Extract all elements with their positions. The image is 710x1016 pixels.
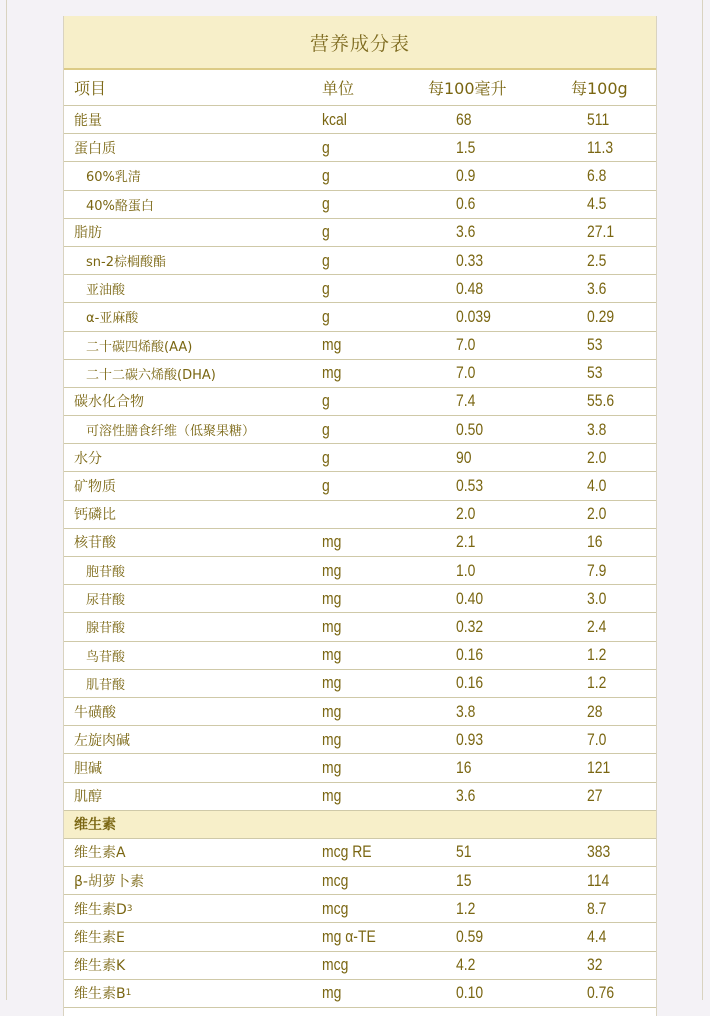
table-row xyxy=(64,501,656,529)
table-row xyxy=(64,642,656,670)
row-name xyxy=(74,952,125,979)
row-per100g: 4.0 xyxy=(587,476,607,496)
row-unit: mg xyxy=(322,786,342,806)
row-per100ml: 0.16 xyxy=(456,673,484,693)
row-name-text: 可溶性膳食纤维（低聚果糖） xyxy=(86,424,256,440)
row-per100g: 383 xyxy=(587,842,611,862)
row-name xyxy=(74,783,102,810)
row-unit: g xyxy=(322,306,330,326)
row-name xyxy=(86,416,255,443)
row-name-text: 胆碱 xyxy=(74,760,102,777)
page-border-right xyxy=(702,0,703,1000)
row-per100g: 7.0 xyxy=(587,729,607,749)
row-unit: mg xyxy=(322,532,342,552)
row-per100g: 121 xyxy=(587,757,611,777)
row-name xyxy=(86,360,216,387)
row-unit: g xyxy=(322,391,330,411)
row-per100ml: 68 xyxy=(456,109,472,129)
row-per100g: 3.0 xyxy=(587,588,607,608)
row-name xyxy=(86,162,141,189)
table-row xyxy=(64,952,656,980)
row-name-text: 左旋肉碱 xyxy=(74,732,130,749)
row-name-text: 胞苷酸 xyxy=(86,565,126,581)
row-name xyxy=(74,388,144,415)
row-per100ml: 7.0 xyxy=(456,335,476,355)
row-unit: mg xyxy=(322,363,342,383)
row-unit: mg xyxy=(322,645,342,665)
row-unit: mg xyxy=(322,335,342,355)
row-per100g: 4.4 xyxy=(587,927,607,947)
row-name-text: 水分 xyxy=(74,450,102,467)
row-per100ml: 0.40 xyxy=(456,588,484,608)
row-name xyxy=(74,867,144,894)
row-name-text: 二十碳四烯酸(AA) xyxy=(86,339,193,355)
row-per100ml: 0.10 xyxy=(456,983,484,1003)
row-name xyxy=(86,585,125,612)
row-per100ml: 0.16 xyxy=(456,645,484,665)
table-row xyxy=(64,980,656,1008)
table-row xyxy=(64,444,656,472)
row-name-text: 维生素D xyxy=(74,901,127,918)
row-per100ml: 0.50 xyxy=(456,419,484,439)
table-row xyxy=(64,923,656,951)
row-unit: mg xyxy=(322,616,342,636)
table-row xyxy=(64,219,656,247)
row-unit: g xyxy=(322,476,330,496)
row-name xyxy=(86,332,192,359)
table-row xyxy=(64,247,656,275)
table-row xyxy=(64,275,656,303)
row-per100g: 53 xyxy=(587,335,603,355)
row-name-text: 肌苷酸 xyxy=(86,677,126,693)
row-name-text: 鸟苷酸 xyxy=(86,649,126,665)
row-name xyxy=(74,754,102,781)
vitamin-rows xyxy=(64,839,656,1008)
row-unit: mg α-TE xyxy=(322,927,376,947)
table-row xyxy=(64,867,656,895)
row-per100g: 1.2 xyxy=(587,673,607,693)
header-unit: 单位 xyxy=(322,79,355,98)
row-per100ml: 1.0 xyxy=(456,560,476,580)
row-per100g: 55.6 xyxy=(587,391,615,411)
table-row xyxy=(64,416,656,444)
row-name xyxy=(74,726,130,753)
row-name-text: 核苷酸 xyxy=(74,535,116,552)
row-name-text: 维生素A xyxy=(74,845,126,862)
row-name-text: 蛋白质 xyxy=(74,140,116,157)
table-row xyxy=(64,726,656,754)
row-name xyxy=(86,670,125,697)
row-name xyxy=(74,444,102,471)
row-name-text: 矿物质 xyxy=(74,479,116,496)
row-name-subscript: 3 xyxy=(126,903,133,914)
row-per100ml: 0.53 xyxy=(456,476,484,496)
row-name xyxy=(74,980,131,1007)
row-name-text: 维生素B xyxy=(74,986,126,1003)
table-row xyxy=(64,754,656,782)
row-unit: mg xyxy=(322,560,342,580)
row-name xyxy=(86,557,125,584)
row-name-text: 钙磷比 xyxy=(74,507,116,524)
table-row xyxy=(64,360,656,388)
row-per100ml: 16 xyxy=(456,757,472,777)
row-per100ml: 4.2 xyxy=(456,955,476,975)
row-unit: mg xyxy=(322,588,342,608)
table-row xyxy=(64,585,656,613)
row-name-text: α-亚麻酸 xyxy=(86,311,139,327)
nutrient-rows xyxy=(64,106,656,811)
row-name xyxy=(74,698,116,725)
table-row xyxy=(64,472,656,500)
row-per100g: 7.9 xyxy=(587,560,607,580)
table-row xyxy=(64,557,656,585)
section-label: 维生素 xyxy=(74,817,116,834)
row-name xyxy=(86,247,166,274)
row-per100g: 16 xyxy=(587,532,603,552)
row-name xyxy=(74,134,116,161)
nutrition-table xyxy=(63,16,657,1016)
row-per100g: 0.76 xyxy=(587,983,615,1003)
table-row xyxy=(64,162,656,190)
row-per100ml: 2.0 xyxy=(456,504,476,524)
row-per100ml: 0.32 xyxy=(456,616,484,636)
row-name xyxy=(74,219,102,246)
table-row xyxy=(64,613,656,641)
row-name-text: 40%酪蛋白 xyxy=(86,198,154,214)
row-per100g: 4.5 xyxy=(587,194,607,214)
table-row xyxy=(64,134,656,162)
row-name xyxy=(74,923,125,950)
table-row xyxy=(64,332,656,360)
row-name xyxy=(74,501,116,528)
row-name-text: 维生素E xyxy=(74,930,125,947)
row-name-text: 肌醇 xyxy=(74,789,102,806)
row-name-text: 碳水化合物 xyxy=(74,394,144,411)
row-unit: kcal xyxy=(322,109,347,129)
row-name-text: 亚油酸 xyxy=(86,283,126,299)
row-name xyxy=(74,106,102,133)
header-name: 项目 xyxy=(74,79,107,98)
row-unit: mcg RE xyxy=(322,842,372,862)
row-name xyxy=(86,303,138,330)
row-unit: g xyxy=(322,222,330,242)
row-per100g: 3.6 xyxy=(587,278,607,298)
row-unit: g xyxy=(322,165,330,185)
row-unit: mg xyxy=(322,757,342,777)
row-per100ml: 90 xyxy=(456,447,472,467)
row-per100ml: 7.0 xyxy=(456,363,476,383)
row-per100g: 27 xyxy=(587,786,603,806)
row-per100g: 511 xyxy=(587,109,610,129)
row-per100ml: 0.039 xyxy=(456,306,491,326)
table-row xyxy=(64,191,656,219)
row-per100g: 3.8 xyxy=(587,419,607,439)
row-name-text: β-胡萝卜素 xyxy=(74,873,144,890)
row-name-text: 60%乳清 xyxy=(86,170,141,186)
row-per100g: 2.5 xyxy=(587,250,607,270)
row-name-text: 能量 xyxy=(74,112,102,129)
row-unit: g xyxy=(322,278,330,298)
table-row xyxy=(64,698,656,726)
row-per100ml: 0.48 xyxy=(456,278,484,298)
table-row xyxy=(64,529,656,557)
row-name xyxy=(74,472,116,499)
row-name xyxy=(74,839,126,866)
row-per100ml: 7.4 xyxy=(456,391,476,411)
row-per100g: 1.2 xyxy=(587,645,607,665)
table-row xyxy=(64,670,656,698)
row-per100ml: 0.93 xyxy=(456,729,484,749)
row-per100g: 27.1 xyxy=(587,222,615,242)
row-unit: g xyxy=(322,250,330,270)
row-name xyxy=(74,895,133,922)
table-row xyxy=(64,783,656,811)
row-name xyxy=(86,191,154,218)
table-row xyxy=(64,839,656,867)
row-per100g: 6.8 xyxy=(587,165,607,185)
row-name-text: 二十二碳六烯酸(DHA) xyxy=(86,367,216,383)
row-unit: g xyxy=(322,194,330,214)
row-unit: mg xyxy=(322,729,342,749)
row-per100ml: 1.2 xyxy=(456,898,476,918)
row-unit: mg xyxy=(322,983,342,1003)
row-name-text: 牛磺酸 xyxy=(74,704,116,721)
row-name-text: 脂肪 xyxy=(74,225,102,242)
row-per100g: 11.3 xyxy=(587,137,614,157)
row-per100g: 0.29 xyxy=(587,306,615,326)
row-per100ml: 51 xyxy=(456,842,472,862)
row-per100ml: 1.5 xyxy=(456,137,476,157)
row-per100ml: 0.6 xyxy=(456,194,476,214)
header-per100ml: 每100毫升 xyxy=(428,79,507,98)
row-per100g: 2.0 xyxy=(587,504,607,524)
row-per100ml: 0.33 xyxy=(456,250,484,270)
section-row-vitamins xyxy=(64,811,656,839)
row-name-text: 维生素K xyxy=(74,958,126,975)
row-name xyxy=(86,275,125,302)
row-unit: mg xyxy=(322,701,342,721)
row-name-text: 尿苷酸 xyxy=(86,593,126,609)
table-header-row xyxy=(64,70,656,106)
table-row xyxy=(64,895,656,923)
page-border-left xyxy=(6,0,7,1000)
table-title: 营养成分表 xyxy=(64,16,656,68)
header-per100g: 每100g xyxy=(571,79,628,98)
row-name-subscript: 1 xyxy=(125,988,132,999)
row-unit: g xyxy=(322,137,330,157)
row-per100g: 114 xyxy=(587,870,610,890)
row-per100ml: 3.6 xyxy=(456,222,476,242)
row-per100g: 8.7 xyxy=(587,898,607,918)
row-name-text: 腺苷酸 xyxy=(86,621,126,637)
row-unit: g xyxy=(322,419,330,439)
row-per100g: 28 xyxy=(587,701,603,721)
row-unit: g xyxy=(322,447,330,467)
row-name xyxy=(74,529,116,556)
row-per100g: 2.0 xyxy=(587,447,607,467)
table-row xyxy=(64,303,656,331)
row-per100g: 32 xyxy=(587,955,603,975)
row-per100ml: 2.1 xyxy=(456,532,476,552)
row-per100ml: 3.8 xyxy=(456,701,476,721)
row-unit: mcg xyxy=(322,870,349,890)
row-name xyxy=(86,642,125,669)
row-per100ml: 3.6 xyxy=(456,786,476,806)
row-per100ml: 0.59 xyxy=(456,927,484,947)
row-unit: mcg xyxy=(322,955,349,975)
row-per100ml: 0.9 xyxy=(456,165,476,185)
row-name-text: sn-2棕榈酸酯 xyxy=(86,255,166,271)
row-name xyxy=(86,613,125,640)
row-unit: mcg xyxy=(322,898,349,918)
row-unit: mg xyxy=(322,673,342,693)
row-per100g: 53 xyxy=(587,363,603,383)
table-row xyxy=(64,106,656,134)
row-per100g: 2.4 xyxy=(587,616,607,636)
row-per100ml: 15 xyxy=(456,870,472,890)
table-row xyxy=(64,388,656,416)
